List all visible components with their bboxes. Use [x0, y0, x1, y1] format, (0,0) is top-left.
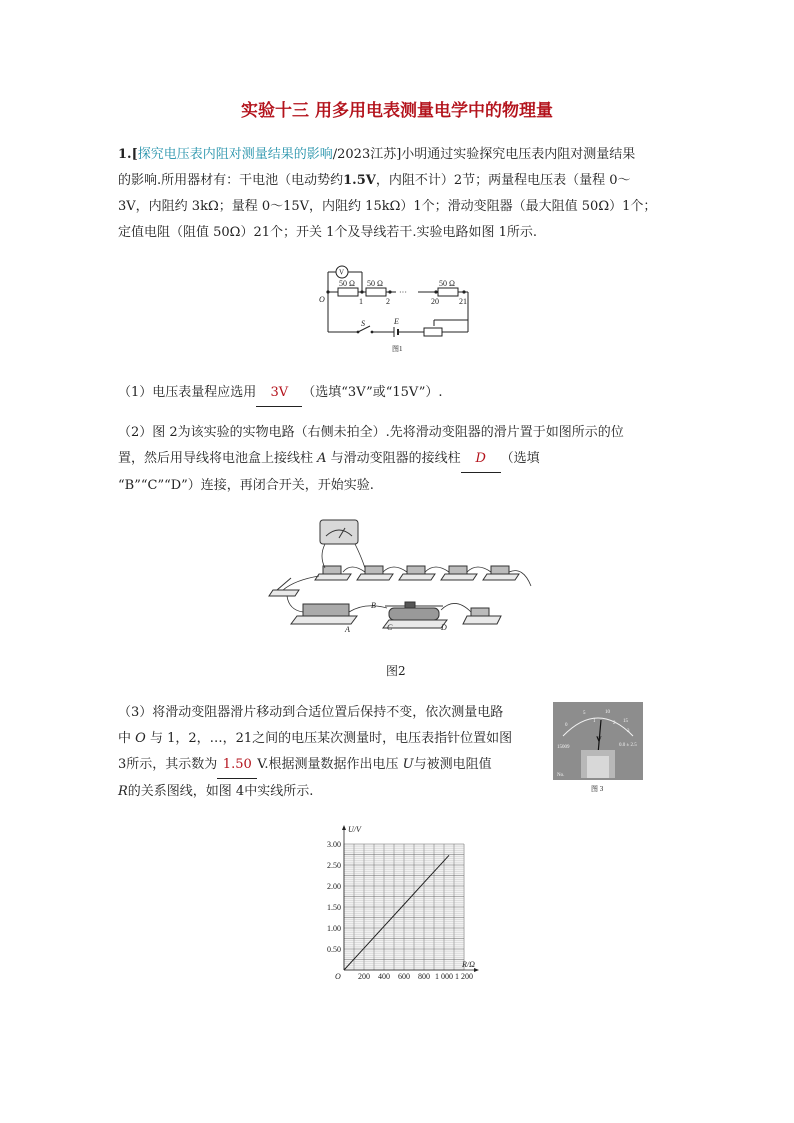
y-tick-label: 3.00	[327, 840, 341, 849]
figure-4-chart	[312, 822, 487, 982]
node-21: 21	[459, 297, 467, 306]
dial-tick: 10	[605, 710, 610, 715]
answer-blank-1: 3V	[256, 380, 302, 407]
dial-tick: 0	[565, 723, 568, 728]
x-tick-label: 600	[398, 972, 410, 981]
terminal-D: D	[441, 623, 447, 632]
terminal-B: B	[371, 601, 376, 610]
figure-3-caption: 图 3	[591, 785, 604, 793]
dial-tick: 15	[623, 719, 628, 724]
question-1-part-2: （2）图 2为该实验的实物电路（右侧未拍全）.先将滑动变阻器的滑片置于如图所示的位 置，然后用导线将电池盒上接线柱 A 与滑动变阻器的接线柱 D （选填 “B”“C”“D”）连接，再闭合开关，开始实验.	[118, 425, 624, 493]
dial-tick: 3	[627, 729, 630, 734]
y-tick-label: 1.50	[327, 903, 341, 912]
figure-3-voltmeter-photo	[553, 702, 643, 794]
y-tick-label: 0.50	[327, 945, 341, 954]
ellipsis: ···	[399, 288, 407, 297]
dial-tick: 1	[593, 719, 596, 724]
question-1-intro: 1.[探究电压表内阻对测量结果的影响/2023江苏]小明通过实验探究电压表内阻对测量结果 的影响.所用器材有：干电池（电动势约1.5V，内阻不计）2节；两量程电压表（量程 0～ 3V，内阻约 3kΩ；量程 0～15V，内阻约 15kΩ）1个；滑动变阻器（最大阻值 50Ω）1个； 定值电阻（阻值 50Ω）21个；开关 1个及导线若干.实验电路如图 1所示.	[118, 147, 657, 240]
voltmeter-label: V	[339, 268, 345, 277]
answer-blank-2: D	[461, 446, 501, 473]
resistor-label: 50 Ω	[439, 279, 455, 288]
x-tick-label: 400	[378, 972, 390, 981]
chart-series-line	[344, 855, 449, 970]
meter-no: No.	[557, 773, 565, 778]
page-title: 实验十三 用多用电表测量电学中的物理量	[241, 101, 553, 121]
source-label: E	[394, 317, 399, 326]
dial-tick: 2	[613, 721, 616, 726]
node-O: O	[319, 295, 325, 304]
dial-tick: 5	[583, 711, 586, 716]
x-tick-label: 1 200	[455, 972, 473, 981]
answer-blank-3: 1.50	[217, 752, 257, 779]
x-tick-label: 800	[418, 972, 430, 981]
terminal-C: C	[387, 623, 393, 632]
question-1-part-3: （3）将滑动变阻器滑片移动到合适位置后保持不变，依次测量电路 中 O 与 1，2，…，21之间的电压某次测量时，电压表指针位置如图 3所示，其示数为 1.50 V.根据测量数据作出电压 U与被测电阻值 R的关系图线，如图 4中实线所示.	[118, 705, 513, 799]
origin-label: O	[335, 972, 341, 981]
figure-1-circuit	[318, 264, 483, 354]
x-tick-label: 200	[358, 972, 370, 981]
y-axis-label: U/V	[348, 825, 361, 834]
node-1: 1	[359, 297, 363, 306]
figure-1-caption: 图1	[392, 345, 403, 353]
resistor-label: 50 Ω	[367, 279, 383, 288]
question-tag: 探究电压表内阻对测量结果的影响	[137, 147, 333, 162]
resistor-label: 50 Ω	[339, 279, 355, 288]
x-axis-label: R/Ω	[462, 960, 475, 969]
node-20: 20	[431, 297, 439, 306]
y-tick-label: 1.00	[327, 924, 341, 933]
switch-label: S	[361, 319, 365, 328]
meter-serial: 15009	[557, 745, 570, 750]
figure-2-caption: 图2	[386, 664, 406, 678]
meter-grade: 0.0 ± 2.5	[619, 743, 637, 748]
figure-2-physical-circuit	[265, 516, 535, 634]
node-2: 2	[386, 297, 390, 306]
y-axis-arrow	[342, 825, 346, 830]
y-tick-label: 2.00	[327, 882, 341, 891]
question-1-part-1: （1）电压表量程应选用 3V （选填“3V”或“15V”）.	[118, 380, 698, 407]
y-tick-label: 2.50	[327, 861, 341, 870]
terminal-A: A	[345, 625, 350, 634]
x-tick-label: 1 000	[435, 972, 453, 981]
meter-unit: V	[596, 735, 602, 744]
